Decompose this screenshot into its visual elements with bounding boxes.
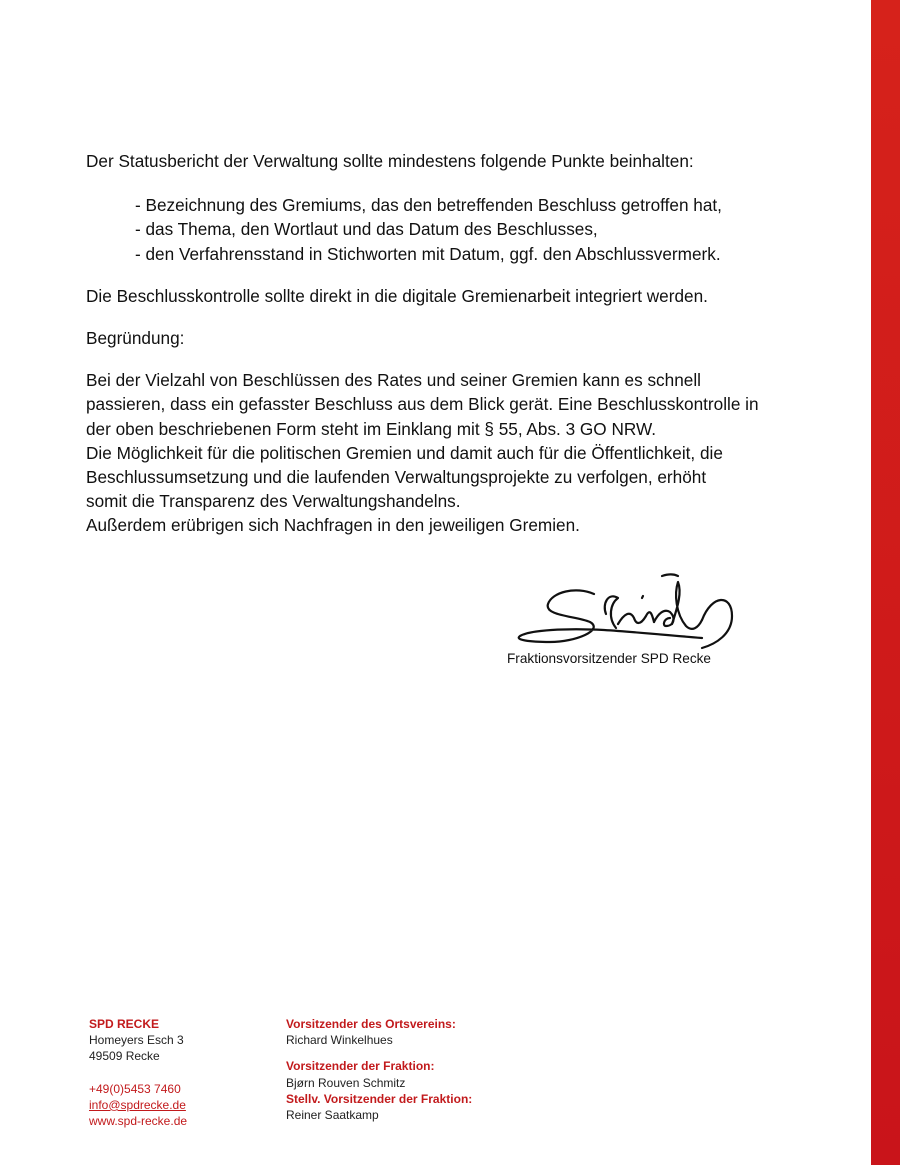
list-item: - Bezeichnung des Gremiums, das den betreffenden Beschluss getroffen hat, <box>135 195 722 216</box>
signature-block <box>506 558 744 680</box>
list-item: - den Verfahrensstand in Stichworten mit Datum, ggf. den Abschlussvermerk. <box>135 243 721 264</box>
chair-label: Vorsitzender des Ortsvereins: <box>286 1017 456 1031</box>
text-line: Beschlussumsetzung und die laufenden Verwaltungsprojekte zu verfolgen, erhöht <box>86 467 707 488</box>
handwritten-signature <box>506 558 744 658</box>
chair-name: Richard Winkelhues <box>286 1033 393 1048</box>
text-line: somit die Transparenz des Verwaltungshandelns. <box>86 491 461 512</box>
faction-chair-label: Vorsitzender der Fraktion: <box>286 1059 435 1074</box>
city-address: 49509 Recke <box>89 1049 160 1064</box>
conclusion-paragraph: Die Beschlusskontrolle sollte direkt in die digitale Gremienarbeit integriert werden. <box>86 285 708 306</box>
phone-number: +49(0)5453 7460 <box>89 1081 181 1096</box>
list-item: - das Thema, den Wortlaut und das Datum des Beschlusses, <box>135 219 598 240</box>
website-link[interactable]: www.spd-recke.de <box>89 1114 188 1129</box>
footer-officers <box>286 1016 472 1123</box>
text-line: Außerdem erübrigen sich Nachfragen in den jeweiligen Gremien. <box>86 515 580 536</box>
deputy-name: Reiner Saatkamp <box>286 1108 379 1123</box>
text-line: der oben beschriebenen Form steht im Einklang mit § 55, Abs. 3 GO NRW. <box>86 418 657 439</box>
requirements-list <box>86 193 826 266</box>
org-name: SPD RECKE <box>89 1017 160 1031</box>
signer-title: Fraktionsvorsitzender SPD Recke <box>507 651 711 666</box>
faction-chair-name: Bjørn Rouven Schmitz <box>286 1075 406 1090</box>
text-line: passieren, dass ein gefasster Beschluss aus dem Blick gerät. Eine Beschlusskontrolle in <box>86 394 759 415</box>
street-address: Homeyers Esch 3 <box>89 1033 184 1048</box>
text-line: Bei der Vielzahl von Beschlüssen des Rates und seiner Gremien kann es schnell <box>86 370 701 391</box>
email-link[interactable]: info@spdrecke.de <box>89 1097 186 1112</box>
reasoning-paragraph <box>86 368 826 537</box>
deputy-label: Stellv. Vorsitzender der Fraktion: <box>286 1091 473 1106</box>
footer-contact <box>89 1016 187 1129</box>
intro-paragraph: Der Statusbericht der Verwaltung sollte mindestens folgende Punkte beinhalten: <box>86 151 694 171</box>
brand-color-stripe <box>871 0 900 1165</box>
reasoning-heading: Begründung: <box>86 328 185 349</box>
letter-body <box>86 149 826 538</box>
text-line: Die Möglichkeit für die politischen Gremien und damit auch für die Öffentlichkeit, die <box>86 442 723 463</box>
